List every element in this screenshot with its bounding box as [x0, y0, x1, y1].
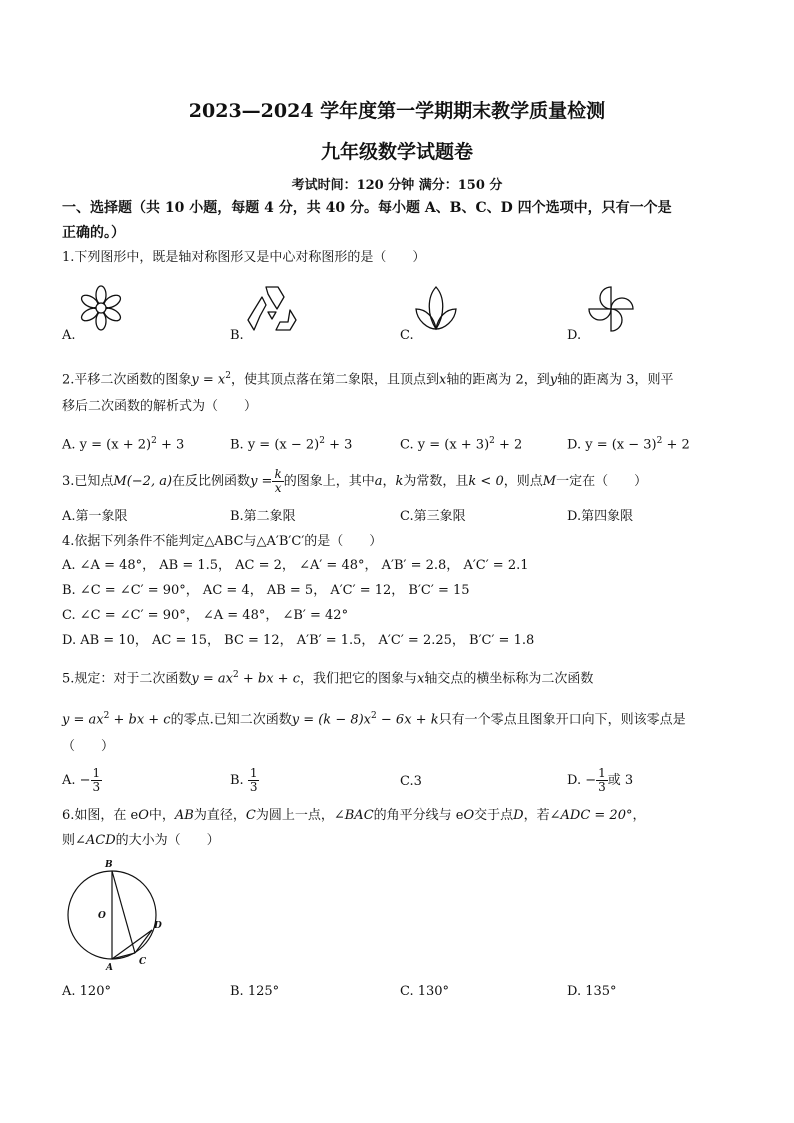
- section-heading: 一、选择题（共 10 小题，每题 4 分，共 40 分。每小题 A、B、C、D 四个选项中，只有一个是: [62, 200, 672, 216]
- q5-option-b: B. $\frac{1}{3}$: [230, 766, 258, 794]
- q3-fn-lhs: y =: [250, 474, 273, 489]
- q4-option-d: D. AB = 10， AC = 15， BC = 12， A′B′ = 1.5， A′C′ = 2.25， B′C′ = 1.8: [62, 633, 535, 648]
- q2-option-a: A. $y = (x + 2)^2 + 3$: [62, 436, 185, 453]
- q3-option-a: A.第一象限: [62, 509, 128, 524]
- section-heading-cont: 正确的。）: [62, 225, 125, 241]
- q6-option-a: A. 120°: [62, 984, 111, 999]
- q2-stem: 2.平移二次函数的图象$y = x^2$，使其顶点落在第二象限，且顶点到x轴的距离为 2，到y轴的距离为 3，则平: [62, 371, 674, 388]
- exam-subtitle: 九年级数学试题卷: [320, 141, 473, 163]
- recycle-triangle-icon: [246, 284, 298, 332]
- flower-petals-icon: [76, 283, 126, 333]
- q2-option-c: C. $y = (x + 3)^2 + 2$: [400, 436, 523, 453]
- exam-title: 2023—2024 学年度第一学期期末教学质量检测: [188, 100, 606, 122]
- q3-point: M(−2, a): [113, 474, 173, 489]
- q3-stem: 3.已知点M(−2, a)在反比例函数y = $\frac{k}{x}$ 的图象上，其中a，k为常数，且k < 0，则点M一定在（ ）: [62, 467, 648, 495]
- q1-option-c: C.: [400, 328, 414, 343]
- q6-label-o: O: [98, 911, 106, 921]
- q4-option-b: B. ∠C = ∠C′ = 90°， AC = 4， AB = 5， A′C′ = 12， B′C′ = 15: [62, 583, 470, 598]
- q1-option-d: D.: [567, 328, 582, 343]
- q6-label-c: C: [139, 957, 147, 967]
- q1-option-a: A.: [62, 328, 76, 343]
- q6-stem: 6.如图，在 eO中，AB为直径，C为圆上一点，∠BAC的角平分线与 eO交于点D，若∠ADC = 20°，: [62, 808, 646, 823]
- q5-stem-blank: （ ）: [62, 739, 115, 754]
- q5-option-a: A. − $\frac{1}{3}$: [62, 766, 101, 794]
- q6-circle-figure: [60, 858, 170, 974]
- q4-stem: 4.依据下列条件不能判定△ABC与△A′B′C′的是（ ）: [62, 534, 383, 549]
- q2-stem-text: 轴的距离为 3，则平: [557, 372, 674, 388]
- q2-function: y = x: [191, 372, 226, 388]
- q6-option-b: B. 125°: [230, 984, 280, 999]
- q6-angle-adc: ∠ADC = 20°: [549, 808, 633, 823]
- q6-option-c: C. 130°: [400, 984, 450, 999]
- q4-option-a: A. ∠A = 48°， AB = 1.5， AC = 2， ∠A′ = 48°， A′B′ = 2.8， A′C′ = 2.1: [62, 558, 529, 573]
- q2-stem-cont: 移后二次函数的解析式为（ ）: [62, 399, 258, 414]
- q2-stem-text: ，使其顶点落在第二象限，且顶点到: [230, 372, 439, 388]
- q2-var-x: x: [439, 372, 447, 388]
- q3-option-c: C.第三象限: [400, 509, 466, 524]
- q6-label-a: A: [106, 963, 113, 973]
- q5-function: y = ax: [191, 671, 233, 687]
- q5-stem: 5.规定：对于二次函数$y = ax^2$ + bx + c，我们把它的图象与x轴交点的横坐标称为二次函数: [62, 670, 594, 687]
- q2-option-d: D. $y = (x - 3)^2 + 2$: [567, 436, 690, 453]
- q6-label-d: D: [154, 921, 162, 931]
- q2-var-y: y: [549, 372, 558, 388]
- q4-option-c: C. ∠C = ∠C′ = 90°， ∠A = 48°， ∠B′ = 42°: [62, 608, 349, 623]
- lotus-icon: [414, 285, 458, 331]
- q2-stem-text: 轴的距离为 2，到: [446, 372, 550, 388]
- q3-fraction: $\frac{k}{x}$: [274, 467, 282, 495]
- q6-label-b: B: [105, 860, 113, 870]
- q3-option-d: D.第四象限: [567, 509, 634, 524]
- q5-option-c: C.3: [400, 774, 422, 789]
- q1-option-b: B.: [230, 328, 244, 343]
- q3-condition: k < 0: [468, 474, 504, 489]
- q6-option-d: D. 135°: [567, 984, 617, 999]
- q6-stem-cont: 则∠ACD的大小为（ ）: [62, 833, 220, 848]
- q5-function-2: y = (k − 8)x: [291, 712, 372, 728]
- q2-stem-text: 2.平移二次函数的图象: [62, 372, 192, 388]
- q3-option-b: B.第二象限: [230, 509, 296, 524]
- q1-stem: 1.下列图形中，既是轴对称图形又是中心对称图形的是（ ）: [62, 250, 426, 265]
- q2-option-b: B. $y = (x - 2)^2 + 3$: [230, 436, 353, 453]
- exam-meta: 考试时间：120 分钟 满分：150 分: [291, 178, 503, 193]
- q5-stem-cont: $y = ax^2$ + bx + c的零点.已知二次函数$y = (k - 8)x^2 - 6x + k$只有一个零点且图象开口向下，则该零点是: [62, 711, 686, 728]
- q5-option-d: D. − $\frac{1}{3}$ 或 3: [567, 766, 634, 794]
- pinwheel-icon: [586, 284, 636, 334]
